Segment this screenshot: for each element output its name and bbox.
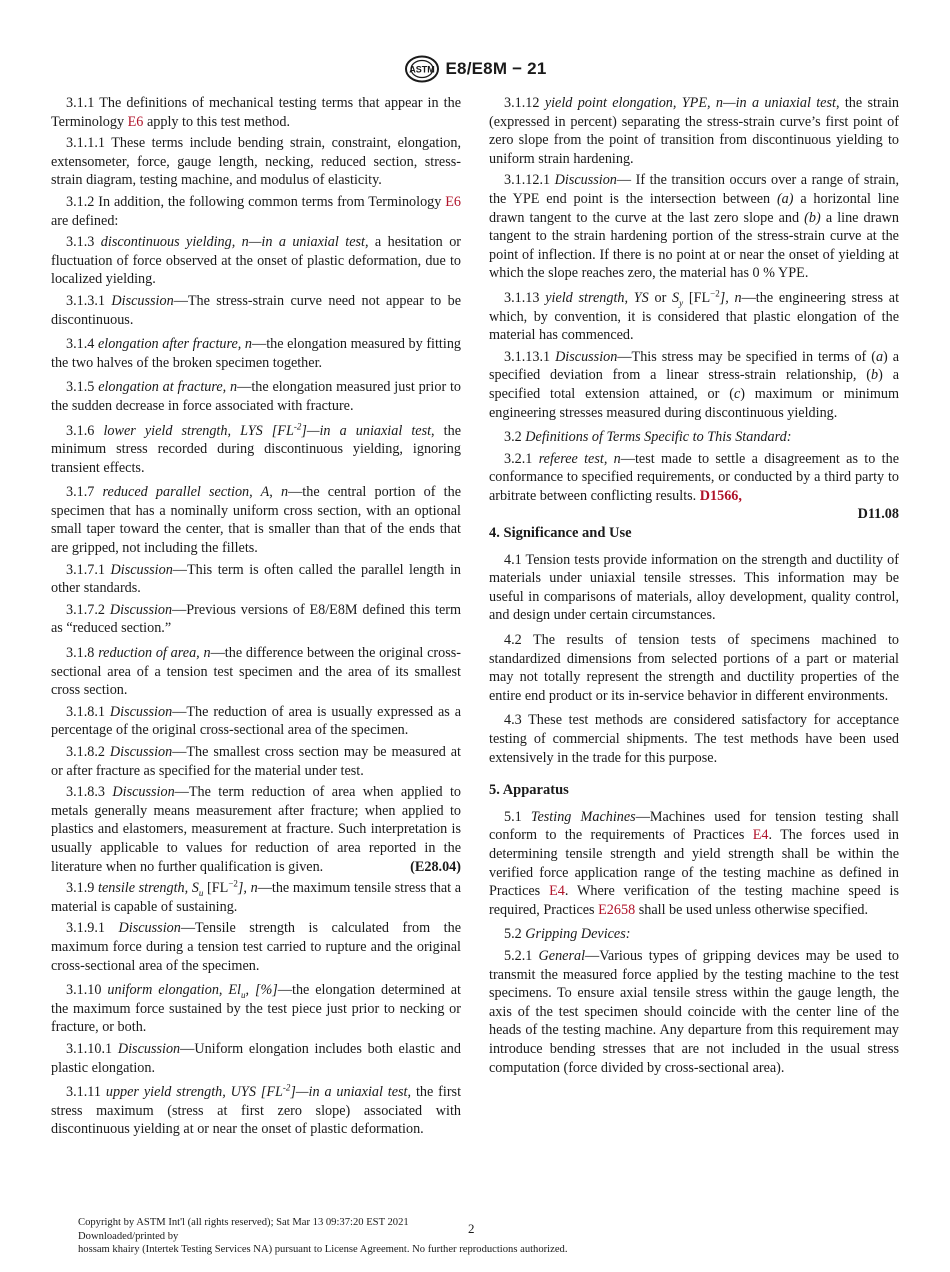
paragraph-3-1-10: 3.1.10 uniform elongation, $El_u$, [%]—the elongation determined at the maximum force sustained by the test piece just prior to necking or fracture, or both. (51, 982, 462, 1036)
paragraph-3-1-8-2: 3.1.8.2 Discussion—The smallest cross section may be measured at or after fracture as specified for the material under test. (51, 744, 461, 779)
section-heading-5: 5. Apparatus (489, 782, 569, 799)
paragraph-3-1-2: 3.1.2 In addition, the following common terms from Terminology E6 are defined: (51, 193, 462, 229)
paragraph-3-1-12-1: 3.1.12.1 Discussion— If the transition occurs over a range of strain, the YPE end point is the intersection between (a) a horizontal line drawn tangent to the curve at the last zero slope and (b) a line drawn tangent to the strain hardening portion of the stress-strain curve at the point of inflection. If there is no point at or near the onset of yielding at which the slope reaches zero, the material has 0 % YPE. (489, 172, 900, 282)
paragraph-3-1-8-3: 3.1.8.3 Discussion—The term reduction of area when applied to metals generally means measurement after fracture; when applied to plastics and elastomers, measurement at fracture. Such interpretation is usually applicable to values for reduction of area reported in the literature when no further qualification is given. (E28.04) (51, 784, 462, 875)
page-header (0, 52, 950, 86)
paragraph-3-1-1-1: 3.1.1.1 These terms include bending strain, constraint, elongation, extensometer, force, gauge length, necking, reduced section, stress-strain diagram, testing machine, and modulus of elasticity. (51, 135, 462, 189)
page-number: 2 (468, 1221, 475, 1236)
ref-link-e2658[interactable]: E2658 (598, 901, 636, 918)
paragraph-5-2: 5.2 Gripping Devices: (504, 926, 631, 943)
paragraph-3-1-3: 3.1.3 discontinuous yielding, n—in a uniaxial test, a hesitation or fluctuation of force observed at the onset of plastic deformation, due to localized yielding. (51, 234, 462, 288)
ref-link-d1566[interactable]: D1566, (699, 487, 742, 504)
copyright-footer (78, 1216, 567, 1257)
section-heading-4: 4. Significance and Use (489, 525, 632, 542)
paragraph-3-1-5: 3.1.5 elongation at fracture, n—the elongation measured just prior to the sudden decrease in force associated with fracture. (51, 379, 461, 414)
paragraph-3-1-7-1: 3.1.7.1 Discussion—This term is often called the parallel length in other standards. (51, 561, 461, 597)
footer-line: Copyright by ASTM Int'l (all rights reserved); Sat Mar 13 09:37:20 EST 2021 (78, 1217, 409, 1228)
paragraph-3-1-9-1: 3.1.9.1 Discussion—Tensile strength is calculated from the maximum force during a tension test carried to rupture and the original cross-sectional area of the specimen. (51, 920, 461, 974)
paragraph-3-1-11: 3.1.11 upper yield strength, UYS $[FL^{-2}]—in$ a uniaxial test, the first stress maximum (stress at first zero slope) associated with discontinuous yielding at or near the onset of plastic deformation. (51, 1082, 462, 1138)
paragraph-3-1-13-1: 3.1.13.1 Discussion—This stress may be specified in terms of (a) a specified deviation from a linear stress-strain relationship, (b) a specified total extension attained, or (c) maximum or minimum engineering stresses measured during discontinuous yielding. (489, 348, 900, 421)
footer-line: hossam khairy (Intertek Testing Services NA) pursuant to License Agreement. No further reproductions authorized. (78, 1244, 568, 1255)
paragraph-5-2-1: 5.2.1 General—Various types of gripping devices may be used to transmit the measured force applied by the testing machine to the test specimens. To ensure axial tensile stress within the gauge length, the axis of the test specimen should coincide with the center line of the heads of the testing machine. Any departure from this requirement may introduce bending stresses that are not included in the usual stress computation (force divided by cross-sectional area). (489, 947, 899, 1076)
right-column (489, 94, 899, 1080)
committee-code: D11.08 (857, 506, 899, 523)
paragraph-3-1-13: 3.1.13 yield strength, YS or $S_y$ $[FL^{-2}]$, n—the engineering stress at which, by convention, it is considered that plastic elongation of the material has commenced. (489, 288, 900, 344)
paragraph-3-1-1: 3.1.1 The definitions of mechanical testing terms that appear in the Terminology E6 apply to this test method. (51, 95, 461, 130)
paragraph-4-2: 4.2 The results of tension tests of specimens machined to standardized dimensions from selected portions of a part or material may not totally represent the strength and ductility properties of the entire end product or its in-service behavior in different environments. (489, 632, 899, 704)
astm-logo-icon (404, 55, 440, 83)
committee-code: (E28.04) (410, 858, 461, 875)
paragraph-3-1-7-2: 3.1.7.2 Discussion—Previous versions of E8/E8M defined this term as “reduced section.” (51, 601, 461, 637)
paragraph-3-1-6: 3.1.6 lower yield strength, LYS $[FL^{-2}]—in$ a uniaxial test, the minimum stress recorded during discontinuous yielding, ignoring transient effects. (51, 420, 462, 476)
paragraph-3-2: 3.2 Definitions of Terms Specific to This Standard: (504, 429, 792, 446)
ref-link-e4[interactable]: E4 (549, 883, 565, 900)
paragraph-3-1-12: 3.1.12 yield point elongation, YPE, n—in a uniaxial test, the strain (expressed in percent) separating the stress-strain curve’s first point of zero slope from the point of transition from discontinuous yielding to uniform strain hardening. (489, 95, 900, 167)
paragraph-3-1-3-1: 3.1.3.1 Discussion—The stress-strain curve need not appear to be discontinuous. (51, 292, 462, 328)
paragraph-3-1-4: 3.1.4 elongation after fracture, n—the elongation measured by fitting the two halves of the broken specimen together. (51, 336, 462, 371)
paragraph-3-1-9: 3.1.9 tensile strength, $S_u$ $[FL^{-2}]$, n—the maximum tensile stress that a material is capable of sustaining. (51, 878, 461, 915)
paragraph-3-1-7: 3.1.7 reduced parallel section, A, n—the central portion of the specimen that has a nominally uniform cross section, with an optional small taper toward the center, that is smaller than that of the ends that are gripped, not including the fillets. (51, 484, 462, 557)
left-column (51, 94, 461, 1142)
document-designation: E8/E8M − 21 (445, 59, 547, 78)
ref-link-e6[interactable]: E6 (445, 193, 462, 210)
ref-link-e6[interactable]: E6 (127, 113, 144, 130)
ref-link-e4[interactable]: E4 (752, 827, 769, 844)
paragraph-3-1-8: 3.1.8 reduction of area, n—the difference between the original cross-sectional area of a tension test specimen and the area of its smallest cross section. (51, 645, 461, 699)
paragraph-3-1-8-1: 3.1.8.1 Discussion—The reduction of area is usually expressed as a percentage of the original cross-sectional area of the specimen. (51, 703, 461, 739)
svg-text:ASTM: ASTM (408, 64, 435, 75)
paragraph-5-1: 5.1 Testing Machines—Machines used for tension testing shall conform to the requirements of Practices E4. The forces used in determining tensile strength and yield strength shall be within the verified force application range of the testing machine as defined in Practices E4. Where verification of the testing machine speed is required, Practices E2658 shall be used unless otherwise specified. (489, 808, 899, 918)
paragraph-4-3: 4.3 These test methods are considered satisfactory for acceptance testing of commercial shipments. The test methods have been used extensively in the trade for this purpose. (489, 712, 900, 766)
footer-line: Downloaded/printed by (78, 1230, 179, 1242)
paragraph-3-1-10-1: 3.1.10.1 Discussion—Uniform elongation includes both elastic and plastic elongation. (51, 1040, 461, 1076)
paragraph-4-1: 4.1 Tension tests provide information on the strength and ductility of materials under uniaxial tensile stresses. This information may be useful in comparisons of materials, alloy development, quality control, and design under certain circumstances. (489, 551, 900, 624)
paragraph-3-2-1: 3.2.1 referee test, n—test made to settle a disagreement as to the conformance to specified requirements, or conducted by a third party to arbitrate between conflicting results. D1566, D11.08 (489, 450, 899, 523)
